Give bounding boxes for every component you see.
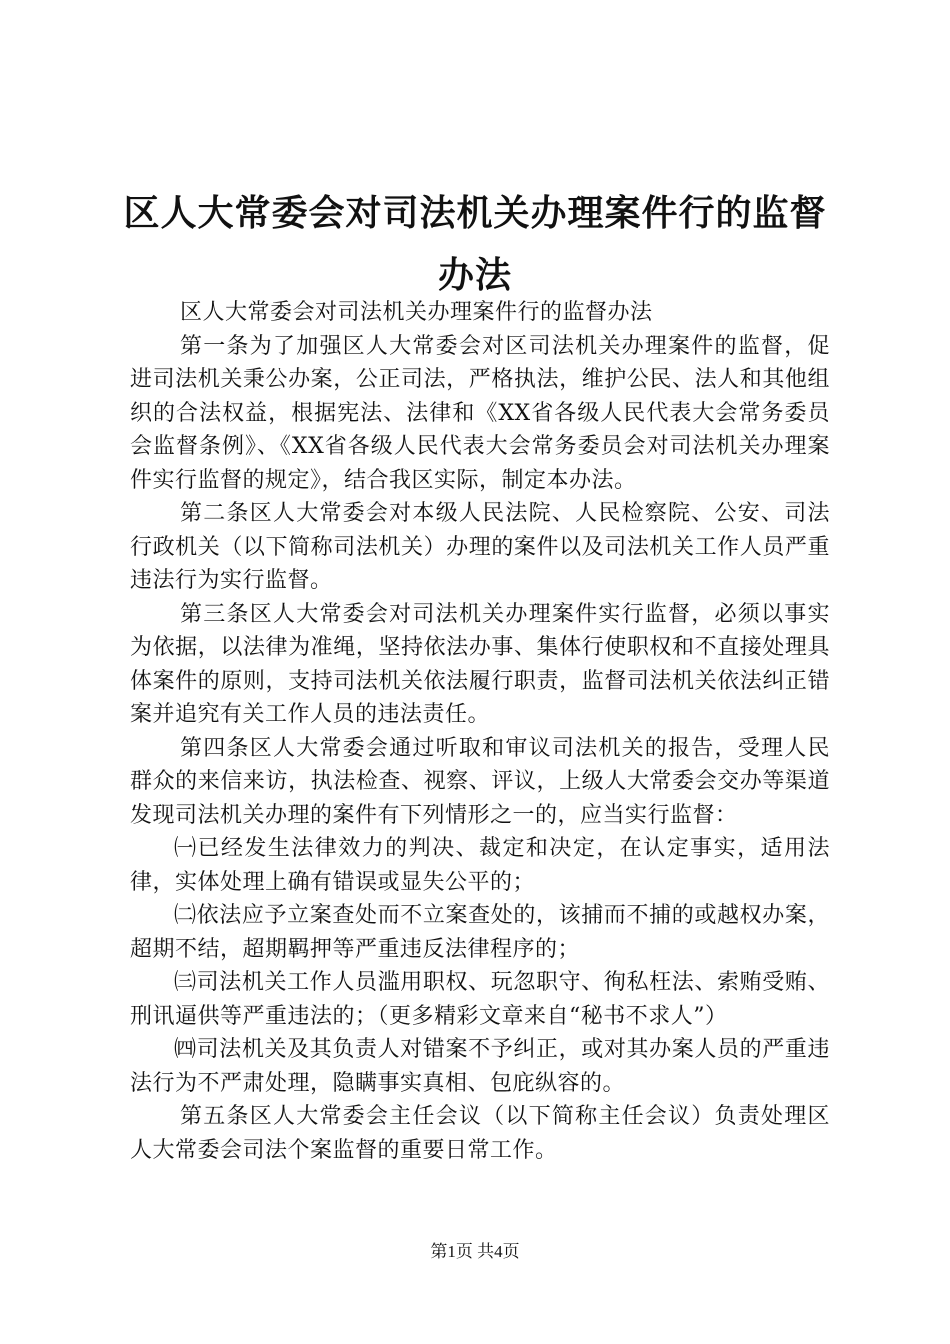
paragraph-article-2: 第二条区人大常委会对本级人民法院、人民检察院、公安、司法行政机关（以下简称司法机关）办理的案件以及司法机关工作人员严重违法行为实行监督。 xyxy=(130,501,830,593)
document-body xyxy=(130,296,830,1167)
paragraph-subtitle: 区人大常委会对司法机关办理案件行的监督办法 xyxy=(180,300,653,325)
list-item-3: ㈢司法机关工作人员滥用职权、玩忽职守、徇私枉法、索贿受贿、刑讯逼供等严重违法的；（更多精彩文章来自“秘书不求人”） xyxy=(130,970,830,1029)
page-number-footer: 第1页 共4页 xyxy=(430,1242,520,1261)
paragraph-article-5: 第五条区人大常委会主任会议（以下简称主任会议）负责处理区人大常委会司法个案监督的重要日常工作。 xyxy=(130,1104,830,1163)
paragraph-article-1: 第一条为了加强区人大常委会对区司法机关办理案件的监督，促进司法机关秉公办案，公正司法，严格执法，维护公民、法人和其他组织的合法权益，根据宪法、法律和《XX省各级人民代表大会常务委员会监督条例》、《XX省各级人民代表大会常务委员会对司法机关办理案件实行监督的规定》，结合我区实际，制定本办法。 xyxy=(130,333,830,493)
paragraph-article-4: 第四条区人大常委会通过听取和审议司法机关的报告，受理人民群众的来信来访，执法检查、视察、评议，上级人大常委会交办等渠道发现司法机关办理的案件有下列情形之一的，应当实行监督： xyxy=(130,735,830,828)
document-title: 区人大常委会对司法机关办理案件行的监督办法 xyxy=(123,192,827,296)
list-item-1: ㈠已经发生法律效力的判决、裁定和决定，在认定事实，适用法律，实体处理上确有错误或显失公平的； xyxy=(130,836,830,895)
list-item-4: ㈣司法机关及其负责人对错案不予纠正，或对其办案人员的严重违法行为不严肃处理，隐瞒事实真相、包庇纵容的。 xyxy=(130,1037,830,1096)
list-item-2: ㈡依法应予立案查处而不立案查处的，该捕而不捕的或越权办案，超期不结，超期羁押等严重违反法律程序的； xyxy=(130,903,830,962)
paragraph-article-3: 第三条区人大常委会对司法机关办理案件实行监督，必须以事实为依据，以法律为准绳，坚持依法办事、集体行使职权和不直接处理具体案件的原则，支持司法机关依法履行职责，监督司法机关依法纠正错案并追究有关工作人员的违法责任。 xyxy=(130,601,830,727)
